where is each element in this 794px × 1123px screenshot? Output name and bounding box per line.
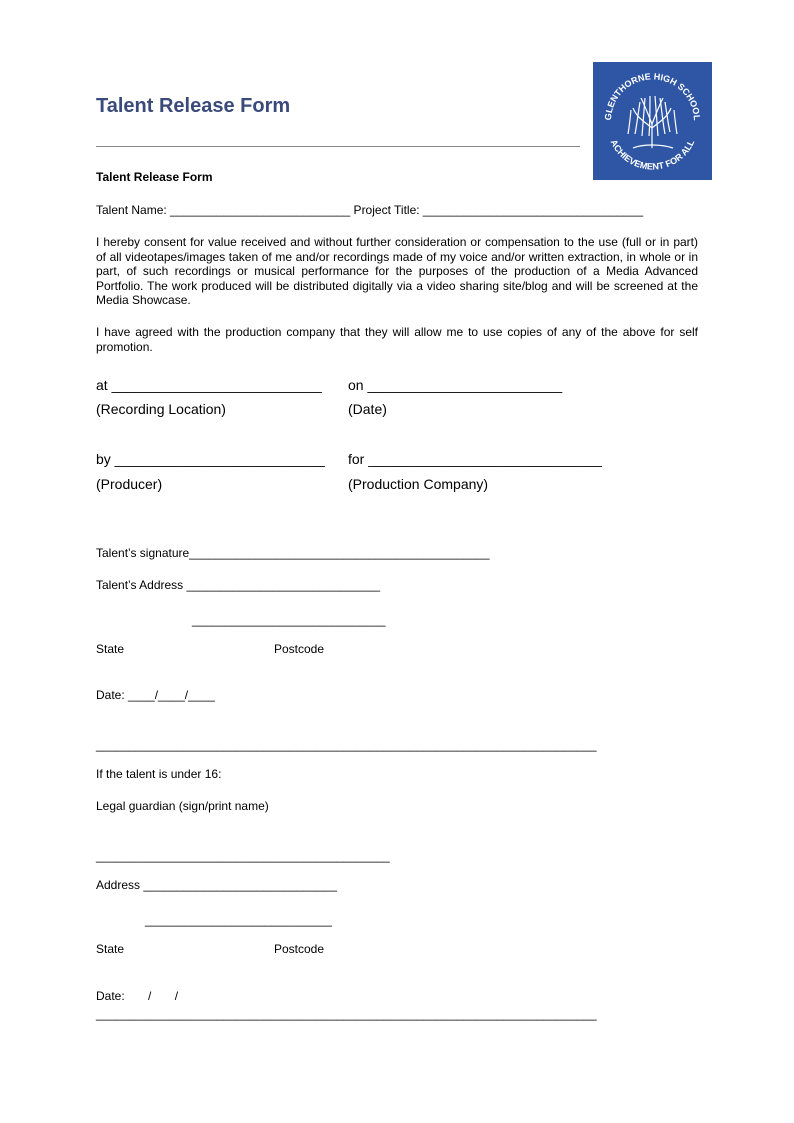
- section-separator: ___________________________________________________________________________: [96, 738, 597, 752]
- guardian-address-field[interactable]: Address _____________________________: [96, 878, 337, 892]
- legal-guardian-field[interactable]: ____________________________________________: [96, 849, 390, 863]
- talent-signature-field[interactable]: Talent’s signature_____________________________________________: [96, 546, 490, 560]
- under-16-label: If the talent is under 16:: [96, 767, 222, 781]
- talent-name-project-title-line[interactable]: Talent Name: ___________________________ Project Title: _________________________________: [96, 203, 644, 217]
- logo-text-top: GLENTHORNE HIGH SCHOOL: [602, 71, 703, 121]
- svg-text:GLENTHORNE HIGH SCHOOL: [603, 71, 702, 121]
- final-separator: ___________________________________________________________________________: [96, 1007, 597, 1021]
- guardian-state-label: State: [96, 942, 125, 956]
- date-caption: (Date): [348, 401, 387, 417]
- page-title: Talent Release Form: [96, 95, 291, 117]
- producer-field[interactable]: by ___________________________: [96, 451, 325, 467]
- state-label: State: [96, 642, 125, 656]
- postcode-label: Postcode: [274, 642, 325, 656]
- school-crest-icon: [593, 62, 712, 180]
- date-field[interactable]: on _________________________: [348, 377, 563, 393]
- logo-text-bottom: ACHIEVEMENT FOR ALL: [608, 137, 697, 172]
- producer-caption: (Producer): [96, 476, 163, 492]
- guardian-address-field-line2[interactable]: ____________________________: [145, 913, 332, 927]
- school-logo: [593, 62, 712, 180]
- production-company-field[interactable]: for ______________________________: [348, 451, 602, 467]
- agreement-paragraph: I have agreed with the production company that they will allow me to use copies of any of the above for self promotion.: [96, 325, 698, 354]
- title-divider: [96, 146, 580, 147]
- guardian-date-field[interactable]: Date: / /: [96, 989, 179, 1003]
- form-subtitle: Talent Release Form: [96, 170, 213, 184]
- recording-location-caption: (Recording Location): [96, 401, 226, 417]
- talent-address-field[interactable]: Talent’s Address _____________________________: [96, 578, 381, 592]
- talent-date-field[interactable]: Date: ____/____/____: [96, 688, 215, 702]
- guardian-postcode-label: Postcode: [274, 942, 325, 956]
- production-company-caption: (Production Company): [348, 476, 489, 492]
- talent-address-field-line2[interactable]: _____________________________: [192, 613, 386, 627]
- legal-guardian-label: Legal guardian (sign/print name): [96, 799, 269, 813]
- consent-paragraph: I hereby consent for value received and without further consideration or compensation to the use (full or in part) of all videotapes/images taken of me and/or recordings made of my voice and/or written extraction, in whole or in part, of such recordings or musical performance for the purposes of the production of a Media Advanced Portfolio. The work produced will be distributed digitally via a video sharing site/blog and will be screened at the Media Showcase.: [96, 235, 698, 307]
- recording-location-field[interactable]: at ___________________________: [96, 377, 322, 393]
